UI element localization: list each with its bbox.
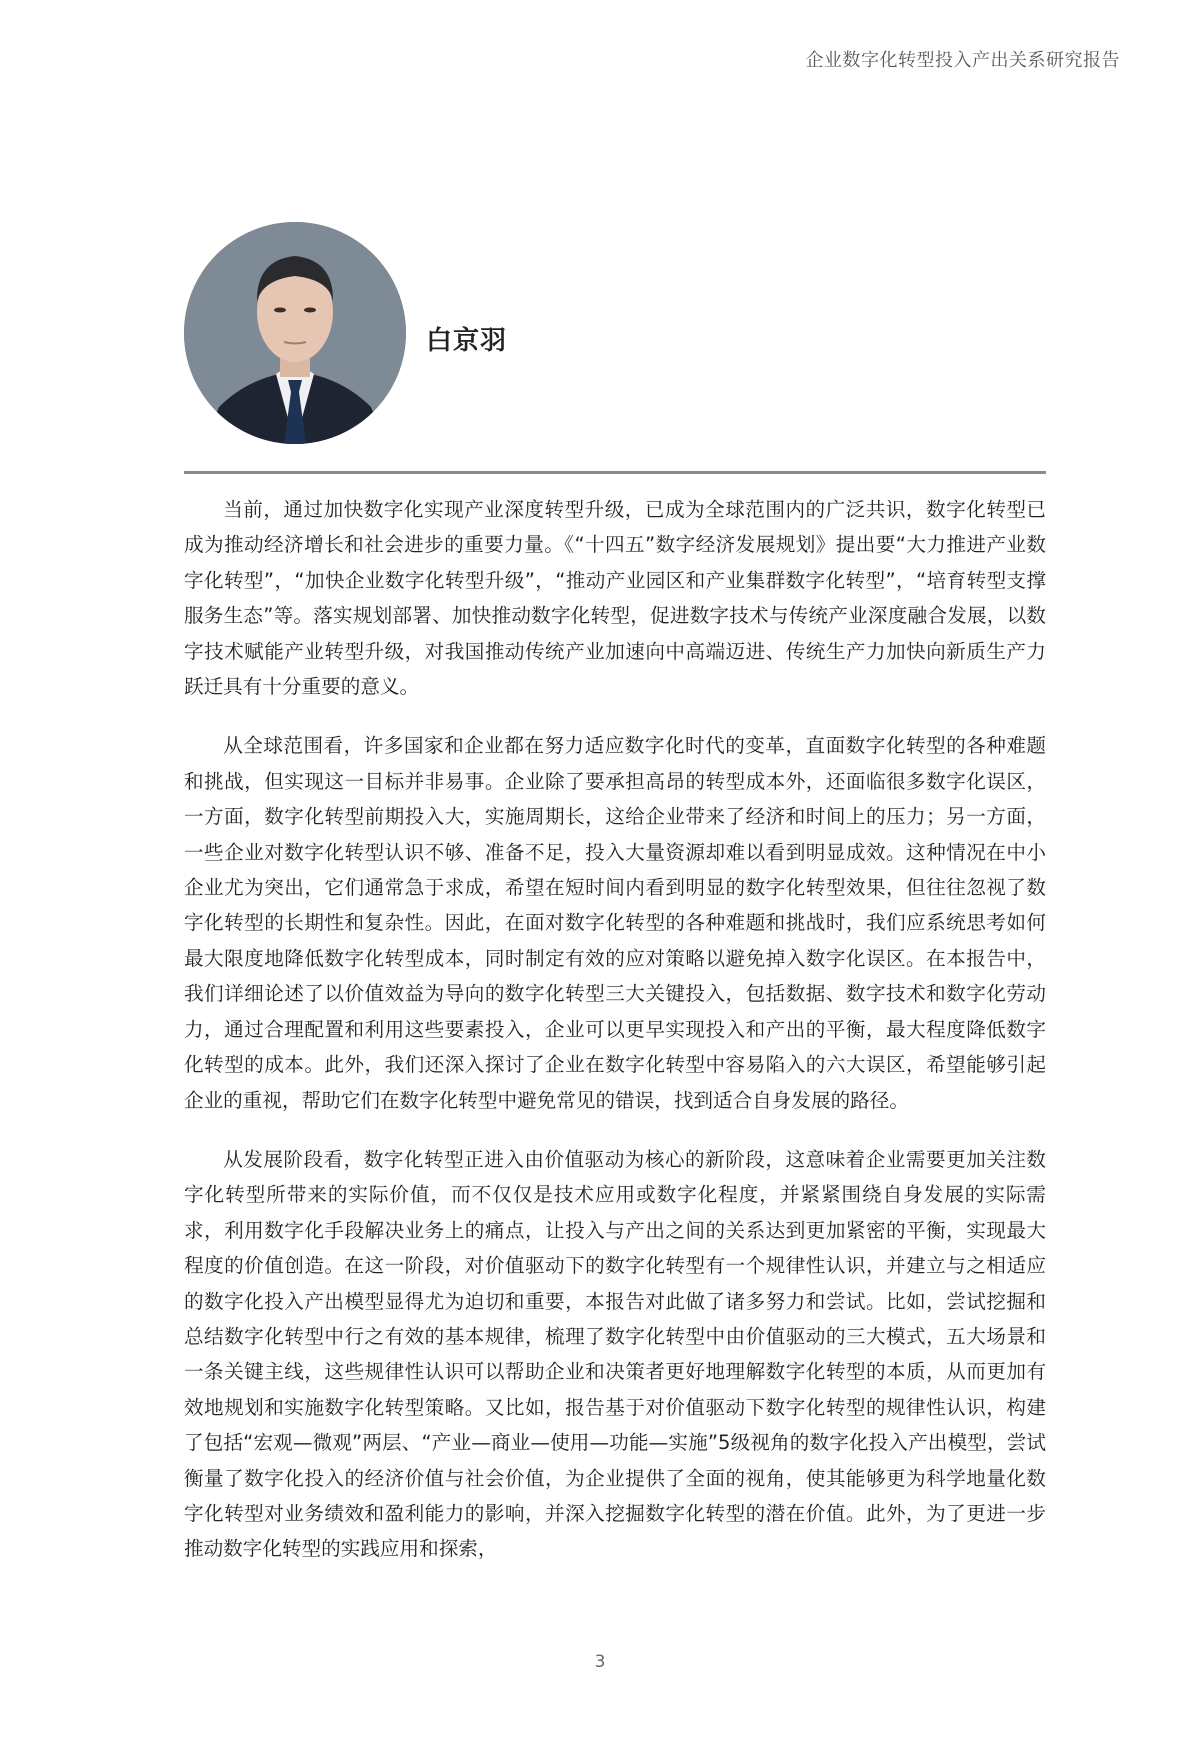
author-photo (184, 222, 406, 444)
page-number: 3 (594, 1652, 606, 1672)
author-block (184, 222, 507, 444)
preface-body (184, 492, 1046, 1591)
paragraph: 从全球范围看，许多国家和企业都在努力适应数字化时代的变革，直面数字化转型的各种难题和挑战，但实现这一目标并非易事。企业除了要承担高昂的转型成本外，还面临很多数字化误区，一方面，数字化转型前期投入大，实施周期长，这给企业带来了经济和时间上的压力；另一方面，一些企业对数字化转型认识不够、准备不足，投入大量资源却难以看到明显成效。这种情况在中小企业尤为突出，它们通常急于求成，希望在短时间内看到明显的数字化转型效果，但往往忽视了数字化转型的长期性和复杂性。因此，在面对数字化转型的各种难题和挑战时，我们应系统思考如何最大限度地降低数字化转型成本，同时制定有效的应对策略以避免掉入数字化误区。在本报告中，我们详细论述了以价值效益为导向的数字化转型三大关键投入，包括数据、数字技术和数字化劳动力，通过合理配置和利用这些要素投入，企业可以更早实现投入和产出的平衡，最大程度降低数字化转型的成本。此外，我们还深入探讨了企业在数字化转型中容易陷入的六大误区，希望能够引起企业的重视，帮助它们在数字化转型中避免常见的错误，找到适合自身发展的路径。 (184, 734, 1046, 1112)
section-divider (184, 471, 1046, 474)
portrait-icon (184, 222, 406, 444)
paragraph: 从发展阶段看，数字化转型正进入由价值驱动为核心的新阶段，这意味着企业需要更加关注数字化转型所带来的实际价值，而不仅仅是技术应用或数字化程度，并紧紧围绕自身发展的实际需求，利用数字化手段解决业务上的痛点，让投入与产出之间的关系达到更加紧密的平衡，实现最大程度的价值创造。在这一阶段，对价值驱动下的数字化转型有一个规律性认识，并建立与之相适应的数字化投入产出模型显得尤为迫切和重要，本报告对此做了诸多努力和尝试。比如，尝试挖掘和总结数字化转型中行之有效的基本规律，梳理了数字化转型中由价值驱动的三大模式，五大场景和一条关键主线，这些规律性认识可以帮助企业和决策者更好地理解数字化转型的本质，从而更加有效地规划和实施数字化转型策略。又比如，报告基于对价值驱动下数字化转型的规律性认识，构建了包括“宏观—微观”两层、“产业—商业—使用—功能—实施”5级视角的数字化投入产出模型，尝试衡量了数字化投入的经济价值与社会价值，为企业提供了全面的视角，使其能够更为科学地量化数字化转型对业务绩效和盈利能力的影响，并深入挖掘数字化转型的潜在价值。此外，为了更进一步推动数字化转型的实践应用和探索， (184, 1147, 1046, 1561)
paragraph: 当前，通过加快数字化实现产业深度转型升级，已成为全球范围内的广泛共识，数字化转型已成为推动经济增长和社会进步的重要力量。《“十四五”数字经济发展规划》提出要“大力推进产业数字化转型”，“加快企业数字化转型升级”，“推动产业园区和产业集群数字化转型”，“培育转型支撑服务生态”等。落实规划部署、加快推动数字化转型，促进数字技术与传统产业深度融合发展，以数字技术赋能产业转型升级，对我国推动传统产业加速向中高端迈进、传统生产力加快向新质生产力跃迁具有十分重要的意义。 (184, 498, 1046, 699)
author-name: 白京羽 (426, 325, 508, 356)
running-header: 企业数字化转型投入产出关系研究报告 (805, 50, 1120, 71)
